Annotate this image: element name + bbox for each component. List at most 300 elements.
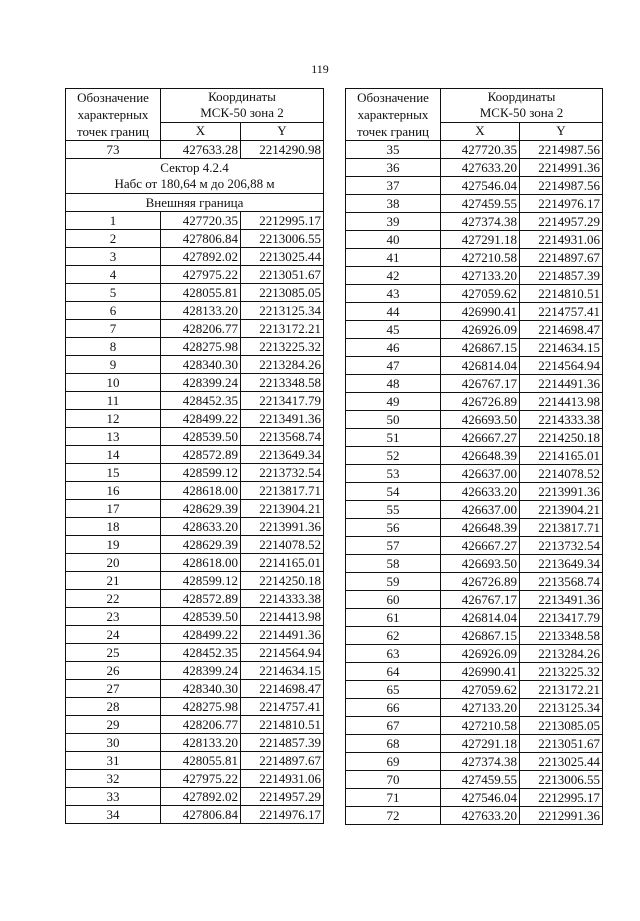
y-value: 2214564.94: [241, 644, 324, 662]
x-value: 428055.81: [161, 752, 241, 770]
table-row: [346, 177, 603, 195]
table-row: [66, 752, 324, 770]
table-row: [66, 518, 324, 536]
y-value: 2214857.39: [520, 267, 603, 285]
table-row: [346, 789, 603, 807]
table-row: [66, 230, 324, 248]
x-value: 426814.04: [441, 609, 520, 627]
point-number: 31: [66, 752, 161, 770]
point-number: 20: [66, 554, 161, 572]
point-number: 46: [346, 339, 441, 357]
table-row: [346, 321, 603, 339]
table-row: [346, 771, 603, 789]
y-value: 2213348.58: [241, 374, 324, 392]
point-label-header: Обозначение характерных точек границ: [66, 89, 161, 141]
point-number: 27: [66, 680, 161, 698]
x-value: 428572.89: [161, 446, 241, 464]
point-number: 44: [346, 303, 441, 321]
x-value: 426926.09: [441, 645, 520, 663]
table-row: [346, 501, 603, 519]
y-value: 2213225.32: [520, 663, 603, 681]
table-row: [66, 716, 324, 734]
x-value: 428499.22: [161, 410, 241, 428]
y-value: 2212995.17: [241, 212, 324, 230]
point-number: 60: [346, 591, 441, 609]
y-value: 2214987.56: [520, 177, 603, 195]
x-value: 427546.04: [441, 177, 520, 195]
x-value: 427374.38: [441, 213, 520, 231]
x-value: 428599.12: [161, 572, 241, 590]
point-number: 56: [346, 519, 441, 537]
y-value: 2214333.38: [241, 590, 324, 608]
y-value: 2213006.55: [520, 771, 603, 789]
point-number: 30: [66, 734, 161, 752]
x-value: 426648.39: [441, 519, 520, 537]
point-number: 55: [346, 501, 441, 519]
x-value: 427633.20: [441, 159, 520, 177]
point-number: 26: [66, 662, 161, 680]
table-row: [346, 141, 603, 159]
table-row: [66, 374, 324, 392]
y-value: 2213817.71: [241, 482, 324, 500]
table-row: [66, 536, 324, 554]
y-value: 2214165.01: [241, 554, 324, 572]
point-number: 66: [346, 699, 441, 717]
y-value: 2214757.41: [241, 698, 324, 716]
table-row: [346, 591, 603, 609]
y-value: 2213568.74: [520, 573, 603, 591]
y-value: 2214564.94: [520, 357, 603, 375]
table-row: [66, 356, 324, 374]
x-value: 427892.02: [161, 788, 241, 806]
table-row: [66, 680, 324, 698]
table-row: [346, 735, 603, 753]
table-row: [66, 770, 324, 788]
x-header: X: [441, 122, 520, 140]
point-number: 52: [346, 447, 441, 465]
point-number: 59: [346, 573, 441, 591]
table-row: [66, 734, 324, 752]
y-value: 2214810.51: [520, 285, 603, 303]
y-value: 2214634.15: [241, 662, 324, 680]
y-value: 2213904.21: [241, 500, 324, 518]
table-row: [346, 447, 603, 465]
y-value: 2214078.52: [241, 536, 324, 554]
page-number: 119: [311, 62, 329, 76]
table-row: [66, 500, 324, 518]
table-row: [66, 284, 324, 302]
y-value: 2213991.36: [241, 518, 324, 536]
point-number: 13: [66, 428, 161, 446]
table-row: [346, 375, 603, 393]
point-number: 25: [66, 644, 161, 662]
table-row: [66, 410, 324, 428]
point-number: 48: [346, 375, 441, 393]
y-value: 2214931.06: [520, 231, 603, 249]
x-value: 427059.62: [441, 285, 520, 303]
y-value: 2213006.55: [241, 230, 324, 248]
table-row: [66, 320, 324, 338]
coordinates-table-right: [345, 88, 603, 825]
point-number: 15: [66, 464, 161, 482]
x-value: 426633.20: [441, 483, 520, 501]
x-value: 427975.22: [161, 770, 241, 788]
point-number: 7: [66, 320, 161, 338]
x-value: 428399.24: [161, 662, 241, 680]
y-value: 2214931.06: [241, 770, 324, 788]
x-value: 428618.00: [161, 554, 241, 572]
table-row: [346, 213, 603, 231]
x-value: 428599.12: [161, 464, 241, 482]
point-number: 47: [346, 357, 441, 375]
table-row: [346, 681, 603, 699]
table-row: [66, 482, 324, 500]
point-number: 11: [66, 392, 161, 410]
y-value: 2213125.34: [241, 302, 324, 320]
x-value: 426667.27: [441, 429, 520, 447]
table-row: [66, 392, 324, 410]
x-value: 428206.77: [161, 320, 241, 338]
point-number: 63: [346, 645, 441, 663]
y-value: 2213649.34: [520, 555, 603, 573]
table-row: [346, 573, 603, 591]
x-value: 426814.04: [441, 357, 520, 375]
x-value: 426990.41: [441, 303, 520, 321]
point-number: 38: [346, 195, 441, 213]
point-number: 10: [66, 374, 161, 392]
sector-title: Сектор 4.2.4: [160, 160, 229, 175]
x-value: 428452.35: [161, 392, 241, 410]
point-number: 16: [66, 482, 161, 500]
header-row: [346, 89, 603, 123]
point-number: 2: [66, 230, 161, 248]
x-value: 426767.17: [441, 591, 520, 609]
y-value: 2214634.15: [520, 339, 603, 357]
y-value: 2213904.21: [520, 501, 603, 519]
table-row: [66, 608, 324, 626]
table-row: [66, 662, 324, 680]
x-value: 427633.28: [161, 141, 241, 159]
y-value: 2213051.67: [241, 266, 324, 284]
y-value: 2213348.58: [520, 627, 603, 645]
y-value: 2213225.32: [241, 338, 324, 356]
point-number: 54: [346, 483, 441, 501]
point-number: 71: [346, 789, 441, 807]
y-value: 2213817.71: [520, 519, 603, 537]
x-value: 427374.38: [441, 753, 520, 771]
coordinates-header: Координаты МСК-50 зона 2: [441, 89, 603, 123]
table-row: [66, 464, 324, 482]
point-number: 40: [346, 231, 441, 249]
x-value: 428629.39: [161, 500, 241, 518]
x-value: 427892.02: [161, 248, 241, 266]
y-value: 2214250.18: [520, 429, 603, 447]
table-row: [66, 302, 324, 320]
y-value: 2214698.47: [241, 680, 324, 698]
x-value: 428499.22: [161, 626, 241, 644]
y-value: 2214757.41: [520, 303, 603, 321]
point-number: 28: [66, 698, 161, 716]
table-row: [346, 357, 603, 375]
y-value: 2213172.21: [241, 320, 324, 338]
point-number: 70: [346, 771, 441, 789]
point-number: 17: [66, 500, 161, 518]
x-value: 426693.50: [441, 411, 520, 429]
sector-cell: [66, 159, 324, 194]
y-value: 2214897.67: [520, 249, 603, 267]
table-row: [66, 266, 324, 284]
y-value: 2213085.05: [241, 284, 324, 302]
point-label-header: Обозначение характерных точек границ: [346, 89, 441, 141]
table-row: [346, 429, 603, 447]
y-value: 2213417.79: [241, 392, 324, 410]
y-header: Y: [241, 122, 324, 140]
x-value: 427720.35: [161, 212, 241, 230]
point-number: 64: [346, 663, 441, 681]
point-number: 73: [66, 141, 161, 159]
table-row: [66, 248, 324, 266]
y-value: 2212995.17: [520, 789, 603, 807]
y-value: 2214991.36: [520, 159, 603, 177]
x-value: 426637.00: [441, 465, 520, 483]
point-number: 45: [346, 321, 441, 339]
table-row: [346, 465, 603, 483]
x-value: 427633.20: [441, 807, 520, 825]
x-value: 426726.89: [441, 573, 520, 591]
x-value: 426867.15: [441, 339, 520, 357]
height-range: Набс от 180,64 м до 206,88 м: [114, 176, 275, 191]
x-value: 428340.30: [161, 680, 241, 698]
table-row: [66, 212, 324, 230]
table-row: [346, 303, 603, 321]
x-value: 428275.98: [161, 698, 241, 716]
y-value: 2214491.36: [241, 626, 324, 644]
y-value: 2214078.52: [520, 465, 603, 483]
point-number: 68: [346, 735, 441, 753]
x-header: X: [161, 122, 241, 140]
x-value: 427806.84: [161, 230, 241, 248]
point-number: 51: [346, 429, 441, 447]
x-value: 428399.24: [161, 374, 241, 392]
point-number: 58: [346, 555, 441, 573]
table-row: [346, 807, 603, 825]
point-number: 41: [346, 249, 441, 267]
point-number: 53: [346, 465, 441, 483]
table-row: [346, 627, 603, 645]
x-value: 427210.58: [441, 249, 520, 267]
table-row: [346, 393, 603, 411]
point-number: 1: [66, 212, 161, 230]
table-row: [346, 717, 603, 735]
x-value: 427133.20: [441, 699, 520, 717]
point-number: 67: [346, 717, 441, 735]
x-value: 428539.50: [161, 428, 241, 446]
x-value: 428055.81: [161, 284, 241, 302]
table-row: [346, 753, 603, 771]
point-number: 37: [346, 177, 441, 195]
y-value: 2214976.17: [241, 806, 324, 824]
x-value: 428206.77: [161, 716, 241, 734]
point-number: 33: [66, 788, 161, 806]
table-row: [66, 554, 324, 572]
point-number: 36: [346, 159, 441, 177]
x-value: 427291.18: [441, 231, 520, 249]
x-value: 428340.30: [161, 356, 241, 374]
table-row: [66, 788, 324, 806]
point-number: 50: [346, 411, 441, 429]
table-row: [346, 195, 603, 213]
y-value: 2213491.36: [241, 410, 324, 428]
point-number: 18: [66, 518, 161, 536]
table-row: [346, 609, 603, 627]
x-value: 428618.00: [161, 482, 241, 500]
point-number: 61: [346, 609, 441, 627]
table-row: [346, 519, 603, 537]
y-value: 2213491.36: [520, 591, 603, 609]
x-value: 427975.22: [161, 266, 241, 284]
y-value: 2214810.51: [241, 716, 324, 734]
point-number: 43: [346, 285, 441, 303]
point-number: 19: [66, 536, 161, 554]
y-value: 2213568.74: [241, 428, 324, 446]
y-value: 2213649.34: [241, 446, 324, 464]
point-number: 24: [66, 626, 161, 644]
x-value: 428539.50: [161, 608, 241, 626]
point-number: 12: [66, 410, 161, 428]
point-number: 21: [66, 572, 161, 590]
y-value: 2214897.67: [241, 752, 324, 770]
x-value: 426637.00: [441, 501, 520, 519]
point-number: 49: [346, 393, 441, 411]
y-value: 2213284.26: [241, 356, 324, 374]
coordinates-header: Координаты МСК-50 зона 2: [161, 89, 324, 123]
table-row: [346, 699, 603, 717]
point-number: 57: [346, 537, 441, 555]
y-value: 2213025.44: [520, 753, 603, 771]
boundary-title: Внешняя граница: [66, 194, 324, 212]
point-number: 34: [66, 806, 161, 824]
x-value: 426693.50: [441, 555, 520, 573]
y-value: 2214333.38: [520, 411, 603, 429]
y-value: 2213284.26: [520, 645, 603, 663]
x-value: 427291.18: [441, 735, 520, 753]
x-value: 428133.20: [161, 734, 241, 752]
y-value: 2213991.36: [520, 483, 603, 501]
x-value: 427546.04: [441, 789, 520, 807]
point-number: 22: [66, 590, 161, 608]
table-row: [346, 249, 603, 267]
point-number: 23: [66, 608, 161, 626]
y-value: 2214491.36: [520, 375, 603, 393]
table-row: [66, 644, 324, 662]
point-number: 32: [66, 770, 161, 788]
table-row: [66, 626, 324, 644]
table-row: [66, 338, 324, 356]
point-number: 29: [66, 716, 161, 734]
table-row: [66, 428, 324, 446]
y-value: 2214413.98: [520, 393, 603, 411]
y-value: 2213051.67: [520, 735, 603, 753]
y-value: 2214957.29: [241, 788, 324, 806]
header-row: [66, 89, 324, 123]
x-value: 427806.84: [161, 806, 241, 824]
table-row: [346, 663, 603, 681]
y-value: 2214290.98: [241, 141, 324, 159]
y-value: 2214987.56: [520, 141, 603, 159]
point-number: 9: [66, 356, 161, 374]
x-value: 427059.62: [441, 681, 520, 699]
y-value: 2213025.44: [241, 248, 324, 266]
x-value: 427210.58: [441, 717, 520, 735]
y-value: 2213125.34: [520, 699, 603, 717]
x-value: 426667.27: [441, 537, 520, 555]
point-number: 14: [66, 446, 161, 464]
point-number: 62: [346, 627, 441, 645]
x-value: 428633.20: [161, 518, 241, 536]
point-number: 42: [346, 267, 441, 285]
table-row: [66, 141, 324, 159]
table-row: [346, 645, 603, 663]
boundary-row: [66, 194, 324, 212]
table-row: [346, 231, 603, 249]
table-row: [346, 555, 603, 573]
table-row: [66, 590, 324, 608]
x-value: 426867.15: [441, 627, 520, 645]
y-value: 2213085.05: [520, 717, 603, 735]
y-value: 2214165.01: [520, 447, 603, 465]
table-row: [346, 537, 603, 555]
table-row: [66, 572, 324, 590]
table-row: [346, 159, 603, 177]
table-row: [346, 411, 603, 429]
x-value: 426926.09: [441, 321, 520, 339]
x-value: 428452.35: [161, 644, 241, 662]
y-value: 2213172.21: [520, 681, 603, 699]
sector-row: [66, 159, 324, 194]
y-value: 2214250.18: [241, 572, 324, 590]
x-value: 426726.89: [441, 393, 520, 411]
x-value: 426648.39: [441, 447, 520, 465]
table-row: [66, 806, 324, 824]
point-number: 65: [346, 681, 441, 699]
x-value: 428275.98: [161, 338, 241, 356]
point-number: 39: [346, 213, 441, 231]
x-value: 427133.20: [441, 267, 520, 285]
table-row: [346, 483, 603, 501]
x-value: 427459.55: [441, 195, 520, 213]
x-value: 428572.89: [161, 590, 241, 608]
point-number: 4: [66, 266, 161, 284]
x-value: 428133.20: [161, 302, 241, 320]
table-row: [346, 339, 603, 357]
y-value: 2214857.39: [241, 734, 324, 752]
coordinates-table-left: [65, 88, 324, 824]
table-row: [346, 285, 603, 303]
y-value: 2214413.98: [241, 608, 324, 626]
x-value: 427459.55: [441, 771, 520, 789]
y-value: 2213732.54: [520, 537, 603, 555]
y-value: 2212991.36: [520, 807, 603, 825]
point-number: 8: [66, 338, 161, 356]
x-value: 426990.41: [441, 663, 520, 681]
point-number: 35: [346, 141, 441, 159]
table-row: [66, 698, 324, 716]
point-number: 69: [346, 753, 441, 771]
y-value: 2214698.47: [520, 321, 603, 339]
x-value: 428629.39: [161, 536, 241, 554]
y-value: 2213732.54: [241, 464, 324, 482]
x-value: 426767.17: [441, 375, 520, 393]
